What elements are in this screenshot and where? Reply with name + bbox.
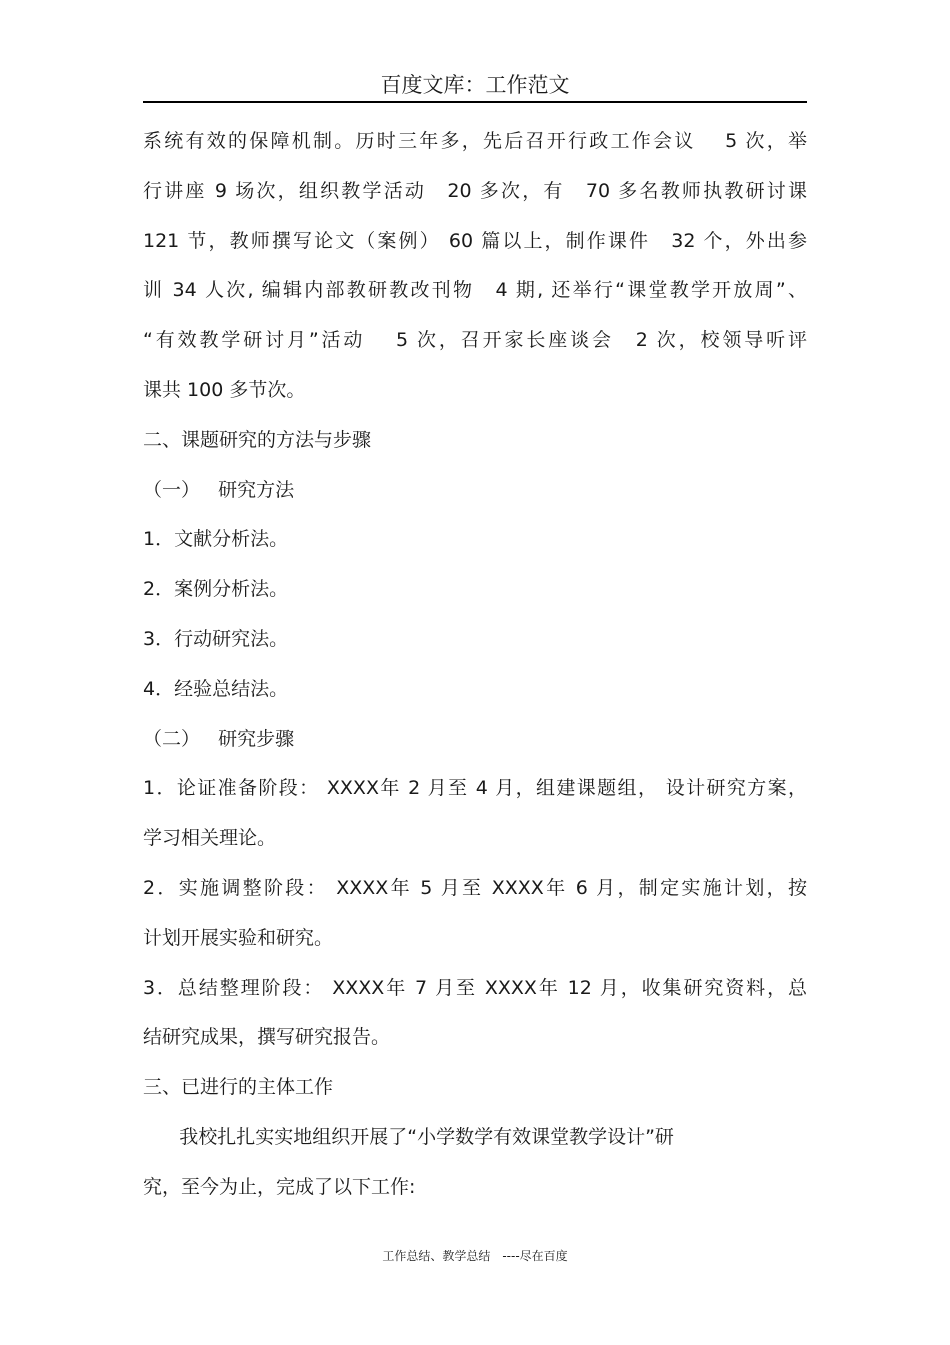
page-footer: 工作总结、教学总结 ----尽在百度 bbox=[382, 1249, 568, 1263]
body-line: “有效教学研讨月”活动 5 次，召开家长座谈会 2 次，校领导听评 bbox=[143, 329, 807, 352]
body-line: 121 节，教师撰写论文（案例） 60 篇以上，制作课件 32 个，外出参 bbox=[143, 229, 807, 252]
body-line: 2．案例分析法。 bbox=[143, 578, 289, 601]
body-line: 1．文献分析法。 bbox=[143, 528, 289, 551]
body-line: 我校扎扎实实地组织开展了“小学数学有效课堂教学设计”研 bbox=[143, 1125, 674, 1148]
body-line: 三、已进行的主体工作 bbox=[143, 1076, 334, 1099]
header-divider bbox=[143, 101, 807, 103]
body-line: （二） 研究步骤 bbox=[143, 727, 295, 750]
body-line: 结研究成果，撰写研究报告。 bbox=[143, 1026, 391, 1049]
body-line: 系统有效的保障机制。历时三年多，先后召开行政工作会议 5 次，举 bbox=[143, 130, 807, 152]
document-body bbox=[143, 117, 807, 1213]
body-line: 训 34 人次, 编辑内部教研教改刊物 4 期, 还举行“课堂教学开放周”、 bbox=[143, 279, 807, 302]
body-line: 行讲座 9 场次，组织教学活动 20 多次，有 70 多名教师执教研讨课 bbox=[143, 179, 807, 202]
body-line: 计划开展实验和研究。 bbox=[143, 926, 334, 949]
body-line: 4．经验总结法。 bbox=[143, 677, 289, 700]
body-line: 学习相关理论。 bbox=[143, 827, 277, 850]
body-line: （一） 研究方法 bbox=[143, 478, 295, 501]
body-line: 1．论证准备阶段： XXXX年 2 月至 4 月，组建课题组， 设计研究方案， bbox=[143, 777, 807, 800]
body-line: 3．总结整理阶段： XXXX年 7 月至 XXXX年 12 月，收集研究资料，总 bbox=[143, 976, 807, 999]
body-line: 2．实施调整阶段： XXXX年 5 月至 XXXX年 6 月，制定实施计划，按 bbox=[143, 876, 807, 899]
page-header-title: 百度文库：工作范文 bbox=[380, 73, 570, 97]
body-line: 究，至今为止，完成了以下工作: bbox=[143, 1175, 416, 1198]
body-line: 3．行动研究法。 bbox=[143, 627, 289, 650]
body-line: 课共 100 多节次。 bbox=[143, 378, 306, 401]
body-line: 二、课题研究的方法与步骤 bbox=[143, 428, 372, 451]
